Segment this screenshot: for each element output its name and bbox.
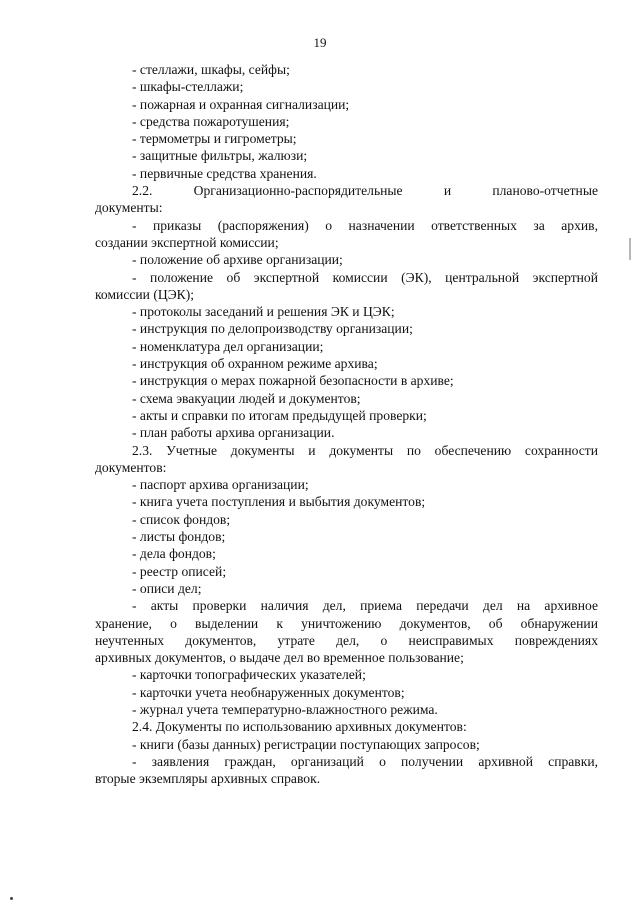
list-item: - книги (базы данных) регистрации поступающих запросов; [132, 736, 480, 752]
list-item: - описи дел; [132, 580, 202, 596]
section-heading: 2.3. Учетные документы и документы по обеспечению сохранности [132, 442, 598, 458]
list-item: - план работы архива организации. [132, 425, 335, 441]
heading-word: Организационно-распорядительные [193, 183, 403, 199]
list-item: - книга учета поступления и выбытия документов; [132, 494, 426, 510]
list-item-continued: архивных документов, о выдаче дел во временное пользование; [95, 650, 464, 666]
section-2-2 [95, 182, 598, 441]
section-number: 2.2. [132, 183, 153, 199]
list-item: - список фондов; [132, 511, 231, 527]
list-item: - средства пожаротушения; [132, 113, 290, 129]
section-heading-continued: документов: [95, 459, 167, 475]
heading-word: планово-отчетные [492, 183, 598, 199]
section-heading [95, 182, 598, 199]
list-item: - шкафы-стеллажи; [132, 79, 244, 95]
list-item: - заявления граждан, организаций о получении архивной справки, [132, 753, 598, 769]
list-item: - реестр описей; [132, 563, 227, 579]
scan-dot [10, 897, 13, 900]
section-2-3 [95, 442, 598, 719]
list-item: - листы фондов; [132, 529, 226, 545]
list-item-continued: вторые экземпляры архивных справок. [95, 771, 321, 787]
list-item: - карточки учета необнаруженных документов; [132, 684, 405, 700]
list-item-continued: неучтенных документов, утрате дел, о неисправимых повреждениях [95, 632, 598, 648]
section-heading: 2.4. Документы по использованию архивных документов: [132, 719, 467, 735]
list-item: - стеллажи, шкафы, сейфы; [132, 62, 290, 77]
list-item: - положение об экспертной комиссии (ЭК), центральной экспертной [132, 269, 598, 285]
list-item: - инструкция по делопроизводству организации; [132, 321, 413, 337]
list-item: - акты проверки наличия дел, приема передачи дел на архивное [132, 598, 598, 614]
list-item: - номенклатура дел организации; [132, 338, 324, 354]
list-item: - приказы (распоряжения) о назначении ответственных за архив, [132, 217, 598, 233]
list-item-continued: комиссии (ЦЭК); [95, 286, 195, 302]
list-item: - акты и справки по итогам предыдущей проверки; [132, 407, 427, 423]
section-2-4 [95, 718, 598, 787]
list-item: - пожарная и охранная сигнализации; [132, 96, 350, 112]
list-item: - инструкция о мерах пожарной безопасности в архиве; [132, 373, 454, 389]
list-item: - журнал учета температурно-влажностного режима. [132, 701, 438, 717]
list-item: - защитные фильтры, жалюзи; [132, 148, 308, 164]
equipment-list [95, 61, 598, 182]
list-item: - инструкция об охранном режиме архива; [132, 356, 378, 372]
list-item: - первичные средства хранения. [132, 165, 317, 181]
list-item: - дела фондов; [132, 546, 216, 562]
list-item-continued: создании экспертной комиссии; [95, 234, 279, 250]
list-item: - карточки топографических указателей; [132, 667, 366, 683]
scan-edge-mark [629, 238, 631, 260]
heading-word: и [443, 183, 452, 199]
list-item: - протоколы заседаний и решения ЭК и ЦЭК; [132, 304, 395, 320]
list-item: - термометры и гигрометры; [132, 131, 297, 147]
list-item-continued: хранение, о выделении к уничтожению документов, об обнаружении [95, 615, 598, 631]
page-number: 19 [313, 35, 327, 50]
document-body [95, 61, 598, 787]
list-item: - положение об архиве организации; [132, 252, 343, 268]
section-heading-continued: документы: [95, 200, 163, 216]
list-item: - паспорт архива организации; [132, 477, 309, 493]
list-item: - схема эвакуации людей и документов; [132, 390, 361, 406]
